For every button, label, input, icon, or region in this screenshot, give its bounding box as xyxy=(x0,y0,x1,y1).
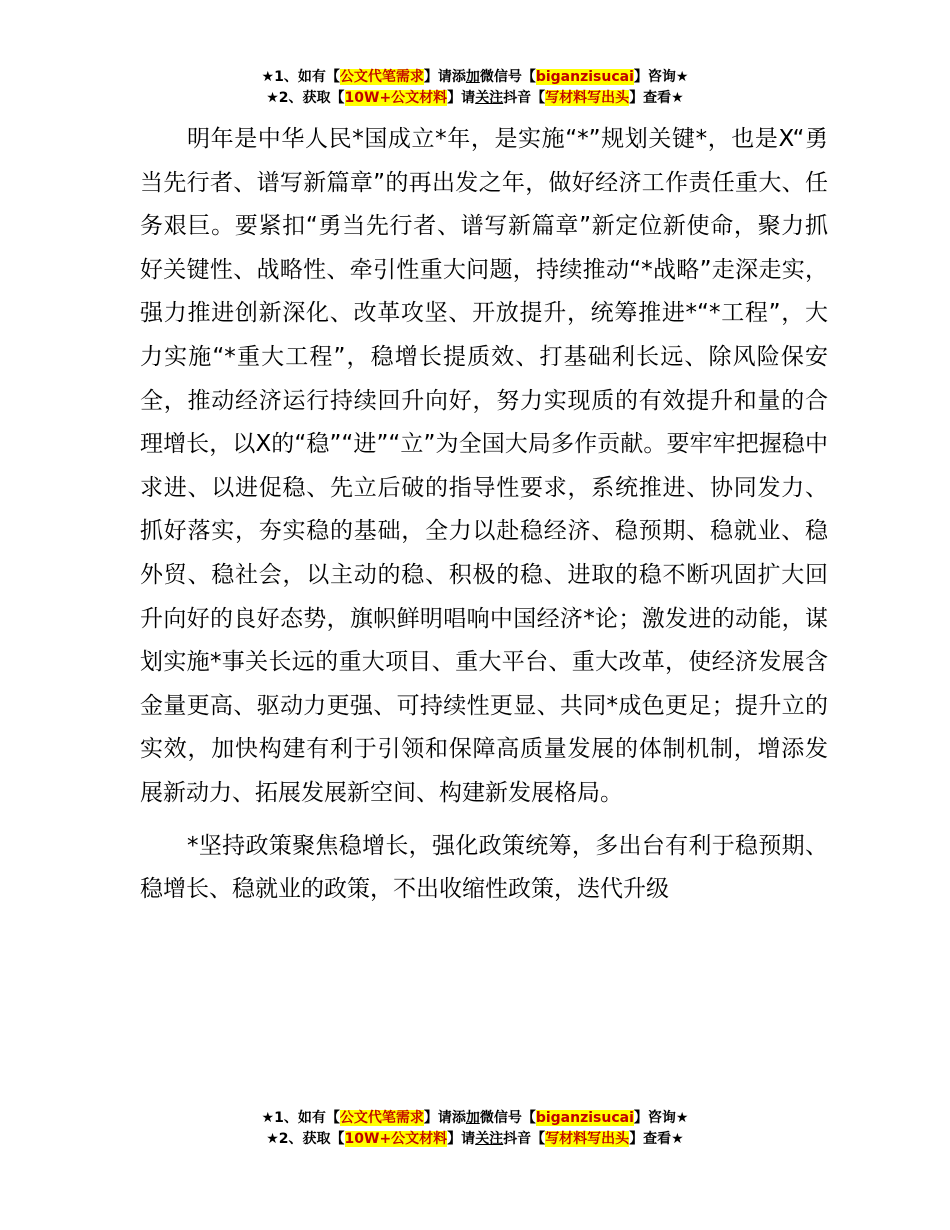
body-paragraph-1: 明年是中华人民*国成立*年，是实施“*”规划关键*，也是X“勇当先行者、谱写新篇章”的再出发之年，做好经济工作责任重大、任务艰巨。要紧扣“勇当先行者、谱写新篇章”新定位新使命，聚力抓好关键性、战略性、牵引性重大问题，持续推动“*战略”走深走实，强力推进创新深化、改革攻坚、开放提升，统筹推进*“*工程”，大力实施“*重大工程”，稳增长提质效、打基础利长远、除风险保安全，推动经济运行持续回升向好，努力实现质的有效提升和量的合理增长，以X的“稳”“进”“立”为全国大局多作贡献。要牢牢把握稳中求进、以进促稳、先立后破的指导性要求，系统推进、协同发力、抓好落实，夯实稳的基础，全力以赴稳经济、稳预期、稳就业、稳外贸、稳社会，以主动的稳、积极的稳、进取的稳不断巩固扩大回升向好的良好态势，旗帜鲜明唱响中国经济*论；激发进的动能，谋划实施*事关长远的重大项目、重大平台、重大改革，使经济发展含金量更高、驱动力更强、可持续性更显、共同*成色更足；提升立的实效，加快构建有利于引领和保障高质量发展的体制机制，增添发展新动力、拓展发展新空间、构建新发展格局。 xyxy=(140,126,828,806)
footer-line2-underlined: 关注 xyxy=(475,1131,504,1147)
footer-line2-mid2: 抖音【 xyxy=(503,1131,546,1147)
banner-line-2 xyxy=(0,88,950,109)
banner-line1-underlined: 加 xyxy=(465,69,480,85)
footer-highlight-douyin: 写材料写出头 xyxy=(545,1131,630,1147)
footer-banner xyxy=(0,1108,950,1150)
footer-line2-suffix: 】查看★ xyxy=(629,1131,684,1147)
banner-highlight-service: 公文代笔需求 xyxy=(339,69,424,85)
footer-line1-suffix: 】咨询★ xyxy=(633,1110,689,1126)
banner-highlight-materials: 10W+公文材料 xyxy=(344,90,448,106)
body-paragraph-2: *坚持政策聚焦稳增长，强化政策统筹，多出台有利于稳预期、稳增长、稳就业的政策，不出收缩性政策，迭代升级 xyxy=(140,832,828,903)
footer-highlight-wechat-id: biganzisucai xyxy=(535,1110,634,1126)
footer-line2-prefix: ★2、获取【 xyxy=(266,1131,345,1147)
banner-highlight-douyin: 写材料写出头 xyxy=(545,90,630,106)
banner-highlight-wechat-id: biganzisucai xyxy=(535,69,634,85)
footer-line1-mid: 】请添 xyxy=(423,1110,466,1126)
banner-line1-mid: 】请添 xyxy=(423,69,466,85)
banner-line1-mid2: 微信号【 xyxy=(479,69,536,85)
banner-line2-prefix: ★2、获取【 xyxy=(266,90,345,106)
footer-line1-mid2: 微信号【 xyxy=(479,1110,536,1126)
document-body xyxy=(140,118,828,912)
footer-line2-mid: 】请 xyxy=(447,1131,476,1147)
footer-highlight-materials: 10W+公文材料 xyxy=(344,1131,448,1147)
footer-line-2 xyxy=(0,1129,950,1150)
banner-line2-mid: 】请 xyxy=(447,90,476,106)
banner-line1-prefix: ★1、如有【 xyxy=(261,69,340,85)
header-banner xyxy=(0,67,950,109)
footer-line-1 xyxy=(0,1108,950,1129)
banner-line2-suffix: 】查看★ xyxy=(629,90,684,106)
banner-line-1 xyxy=(0,67,950,88)
banner-line2-underlined: 关注 xyxy=(475,90,504,106)
footer-line1-prefix: ★1、如有【 xyxy=(261,1110,340,1126)
banner-line2-mid2: 抖音【 xyxy=(503,90,546,106)
banner-line1-suffix: 】咨询★ xyxy=(633,69,689,85)
footer-line1-underlined: 加 xyxy=(465,1110,480,1126)
footer-highlight-service: 公文代笔需求 xyxy=(339,1110,424,1126)
